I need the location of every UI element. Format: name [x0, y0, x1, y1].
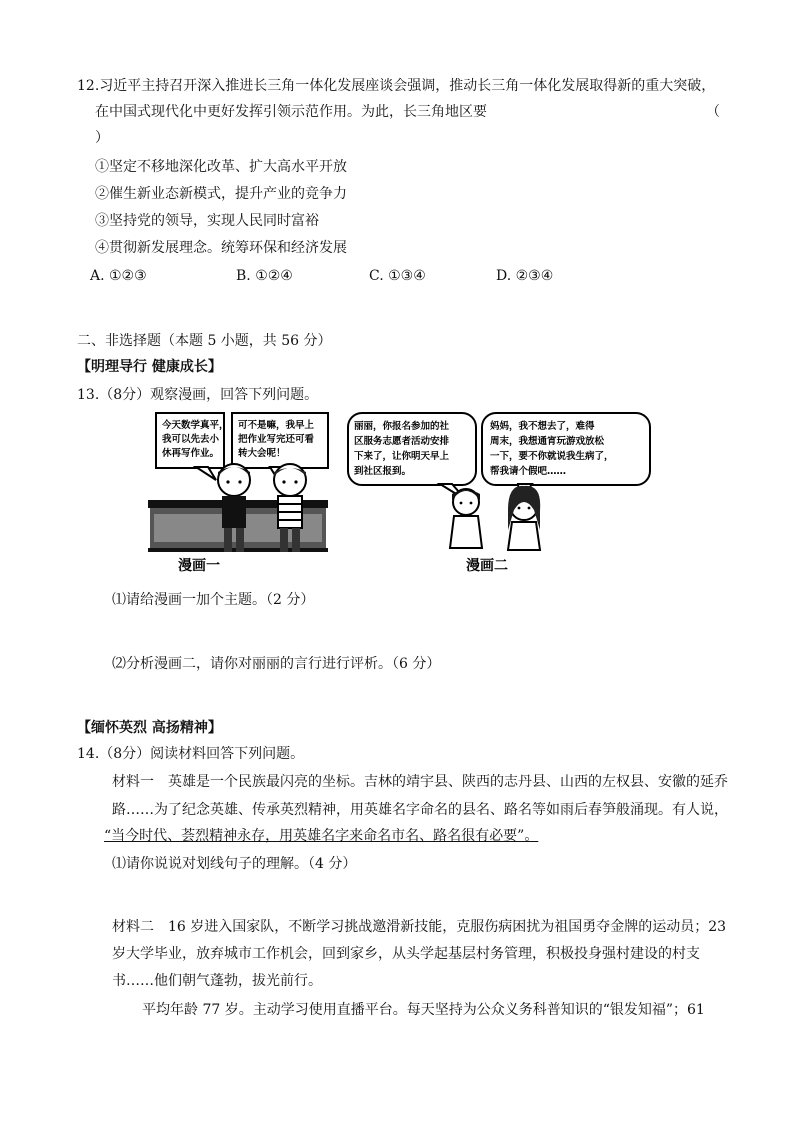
cartoon2-right-line4: 帮我请个假吧……	[490, 466, 567, 477]
theme-heading-1: 【明理导行 健康成长】	[77, 359, 222, 375]
cartoon2-left-line2: 区服务志愿者活动安排	[354, 436, 450, 447]
cartoon2-right-line2: 周末，我想通宵玩游戏放松	[490, 436, 605, 447]
q12-item-3: ③坚持党的领导，实现人民同时富裕	[95, 213, 319, 229]
cartoon2-caption: 漫画二	[466, 558, 508, 574]
q14-sub1: ⑴请你说说对划线句子的理解。（4 分）	[112, 856, 357, 872]
q12-line2: 在中国式现代化中更好发挥引领示范作用。为此，长三角地区要	[95, 104, 487, 120]
q14-stem: 14.（8分）阅读材料回答下列问题。	[77, 746, 305, 762]
q12-item-1: ①坚定不移地深化改革、扩大高水平开放	[95, 159, 347, 175]
q12-paren-close: ）	[95, 130, 109, 146]
q12-option-c: C. ①③④	[369, 268, 426, 284]
q13-sub1: ⑴请给漫画一加个主题。（2 分）	[112, 592, 315, 608]
cartoon2-right-line1: 妈妈，我不想去了，难得	[490, 421, 595, 432]
cartoon2-mother	[450, 489, 482, 548]
q14-material1-line1: 材料一 英雄是一个民族最闪亮的坐标。吉林的靖宇县、陕西的志丹县、山西的左权县、安徽的延乔	[112, 774, 728, 790]
cartoon2-daughter	[508, 486, 540, 550]
cartoon2-bubble-right	[482, 413, 650, 502]
cartoon1-left-line2: 我可以先去小	[162, 434, 220, 445]
cartoon1-right-line3: 转大会呢！	[238, 448, 286, 459]
q13-stem: 13.（8分）观察漫画，回答下列问题。	[77, 387, 319, 403]
q12-option-d: D. ②③④	[496, 268, 554, 284]
q14-material2-line3: 书……他们朝气蓬勃，拔光前行。	[112, 973, 322, 989]
cartoon1-bubble-left	[156, 413, 229, 480]
q12-option-b: B. ①②④	[236, 268, 293, 284]
q12-item-2: ②催生新业态新模式，提升产业的竞争力	[95, 186, 347, 202]
q14-material2-line2: 岁大学毕业，放弃城市工作机会，回到家乡，从头学起基层村务管理，积极投身强村建设的村支	[112, 946, 700, 962]
cartoon1-left-line3: 休再写作业。	[162, 448, 220, 459]
section2-heading: 二、非选择题（本题 5 小题，共 56 分）	[77, 333, 332, 349]
q14-material2-line1: 材料二 16 岁进入国家队，不断学习挑战邀滑新技能，克服伤病困扰为祖国勇夺金牌的运动员；23	[112, 919, 727, 935]
cartoon2-bubble-left	[348, 413, 476, 500]
cartoon2-right-line3: 一下，要不你就说我生病了，	[490, 451, 614, 462]
q12-item-4: ④贯彻新发展理念。统筹环保和经济发展	[95, 240, 347, 256]
q12-line1: 12.习近平主持召开深入推进长三角一体化发展座谈会强调，推动长三角一体化发展取得新的重大突破，	[77, 78, 716, 94]
cartoon1-right-line2: 把作业写完还可看	[238, 434, 315, 445]
theme-heading-2: 【缅怀英烈 高扬精神】	[77, 720, 222, 736]
q14-material1-underlined-sentence: “当今时代、荟烈精神永存，用英雄名字来命名市名、路名很有必要”。	[104, 828, 539, 844]
cartoon1-left-line1: 今天数学真平，	[162, 420, 229, 431]
q13-sub2: ⑵分析漫画二，请你对丽丽的言行进行评析。（6 分）	[112, 656, 441, 672]
cartoon2-left-line1: 丽丽，你报名参加的社	[354, 421, 450, 432]
cartoon-illustration	[148, 410, 658, 580]
q14-material2-line4: 平均年龄 77 岁。主动学习使用直播平台。每天坚持为公众义务科普知识的“银发知福”；61	[142, 1002, 705, 1018]
cartoon1-right-line1: 可不是嘛，我早上	[238, 420, 315, 431]
q12-paren-open: （	[706, 104, 720, 120]
q14-material1-line2: 路……为了纪念英雄、传承英烈精神，用英雄名字命名的县名、路名等如雨后春笋般涌现。有人说，	[112, 802, 728, 818]
cartoon2-left-line4: 到社区报到。	[354, 466, 412, 477]
q12-option-a: A. ①②③	[90, 268, 147, 284]
cartoon2-left-line3: 下来了，让你明天早上	[354, 451, 450, 462]
cartoon1-caption: 漫画一	[178, 558, 220, 574]
